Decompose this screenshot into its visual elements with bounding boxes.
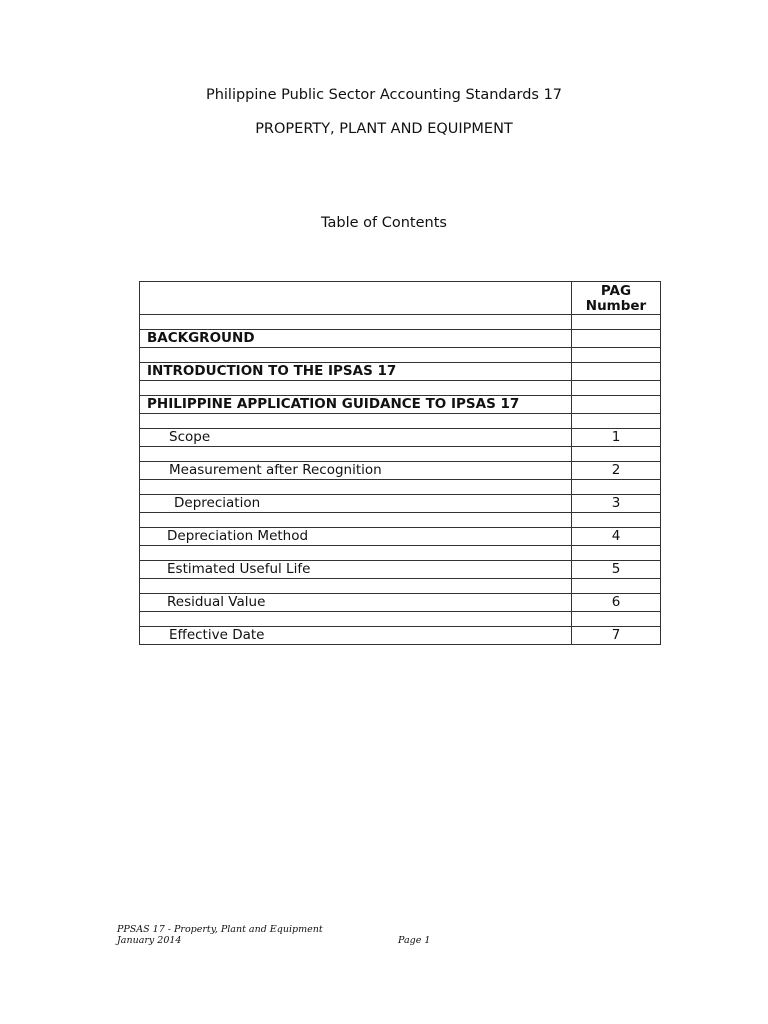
document-subtitle: PROPERTY, PLANT AND EQUIPMENT [255, 121, 513, 137]
toc-spacer-row [140, 579, 661, 594]
toc-row-label: Depreciation Method [140, 528, 572, 546]
toc-row [140, 561, 661, 579]
toc-row-page: 4 [572, 528, 661, 546]
toc-row-label: Depreciation [140, 495, 572, 513]
toc-row [140, 528, 661, 546]
toc-row-label: Scope [140, 429, 572, 447]
toc-heading: Table of Contents [321, 215, 447, 231]
toc-header-page [572, 282, 661, 315]
toc-row-page [572, 396, 661, 414]
toc-spacer-row [140, 447, 661, 462]
toc-row [140, 462, 661, 480]
toc-row-page: 1 [572, 429, 661, 447]
toc-row [140, 330, 661, 348]
toc-spacer-row [140, 414, 661, 429]
toc-row [140, 627, 661, 645]
toc-header-row [140, 282, 661, 315]
toc-spacer-row [140, 612, 661, 627]
page-footer [117, 924, 431, 946]
toc-row-label: BACKGROUND [140, 330, 572, 348]
toc-row-page: 3 [572, 495, 661, 513]
toc-row-page: 2 [572, 462, 661, 480]
toc-row-label: Residual Value [140, 594, 572, 612]
footer-page-number: Page 1 [398, 935, 431, 946]
toc-spacer-row [140, 381, 661, 396]
toc-header-page-line1: PAG [600, 282, 632, 299]
document-title: Philippine Public Sector Accounting Standards 17 [205, 87, 563, 103]
toc-row-label: PHILIPPINE APPLICATION GUIDANCE TO IPSAS 17 [140, 396, 572, 414]
toc-row [140, 594, 661, 612]
toc-row [140, 363, 661, 381]
toc-row-label: Measurement after Recognition [140, 462, 572, 480]
toc-row-page: 5 [572, 561, 661, 579]
toc-spacer-row [140, 480, 661, 495]
toc-header-page-line2: Number [585, 297, 647, 314]
toc-spacer-row [140, 315, 661, 330]
toc-row [140, 396, 661, 414]
toc-row-label: Effective Date [140, 627, 572, 645]
toc-row [140, 429, 661, 447]
toc-spacer-row [140, 348, 661, 363]
footer-date: January 2014 [117, 935, 182, 946]
toc-row-page: 7 [572, 627, 661, 645]
footer-document-name: PPSAS 17 - Property, Plant and Equipment [117, 924, 323, 935]
toc-row-page [572, 330, 661, 348]
toc-row-label: Estimated Useful Life [140, 561, 572, 579]
toc-row [140, 495, 661, 513]
toc-spacer-row [140, 546, 661, 561]
toc-row-page: 6 [572, 594, 661, 612]
toc-spacer-row [140, 513, 661, 528]
toc-header-label [140, 282, 572, 315]
toc-table [139, 281, 661, 645]
toc-row-page [572, 363, 661, 381]
toc-row-label: INTRODUCTION TO THE IPSAS 17 [140, 363, 572, 381]
